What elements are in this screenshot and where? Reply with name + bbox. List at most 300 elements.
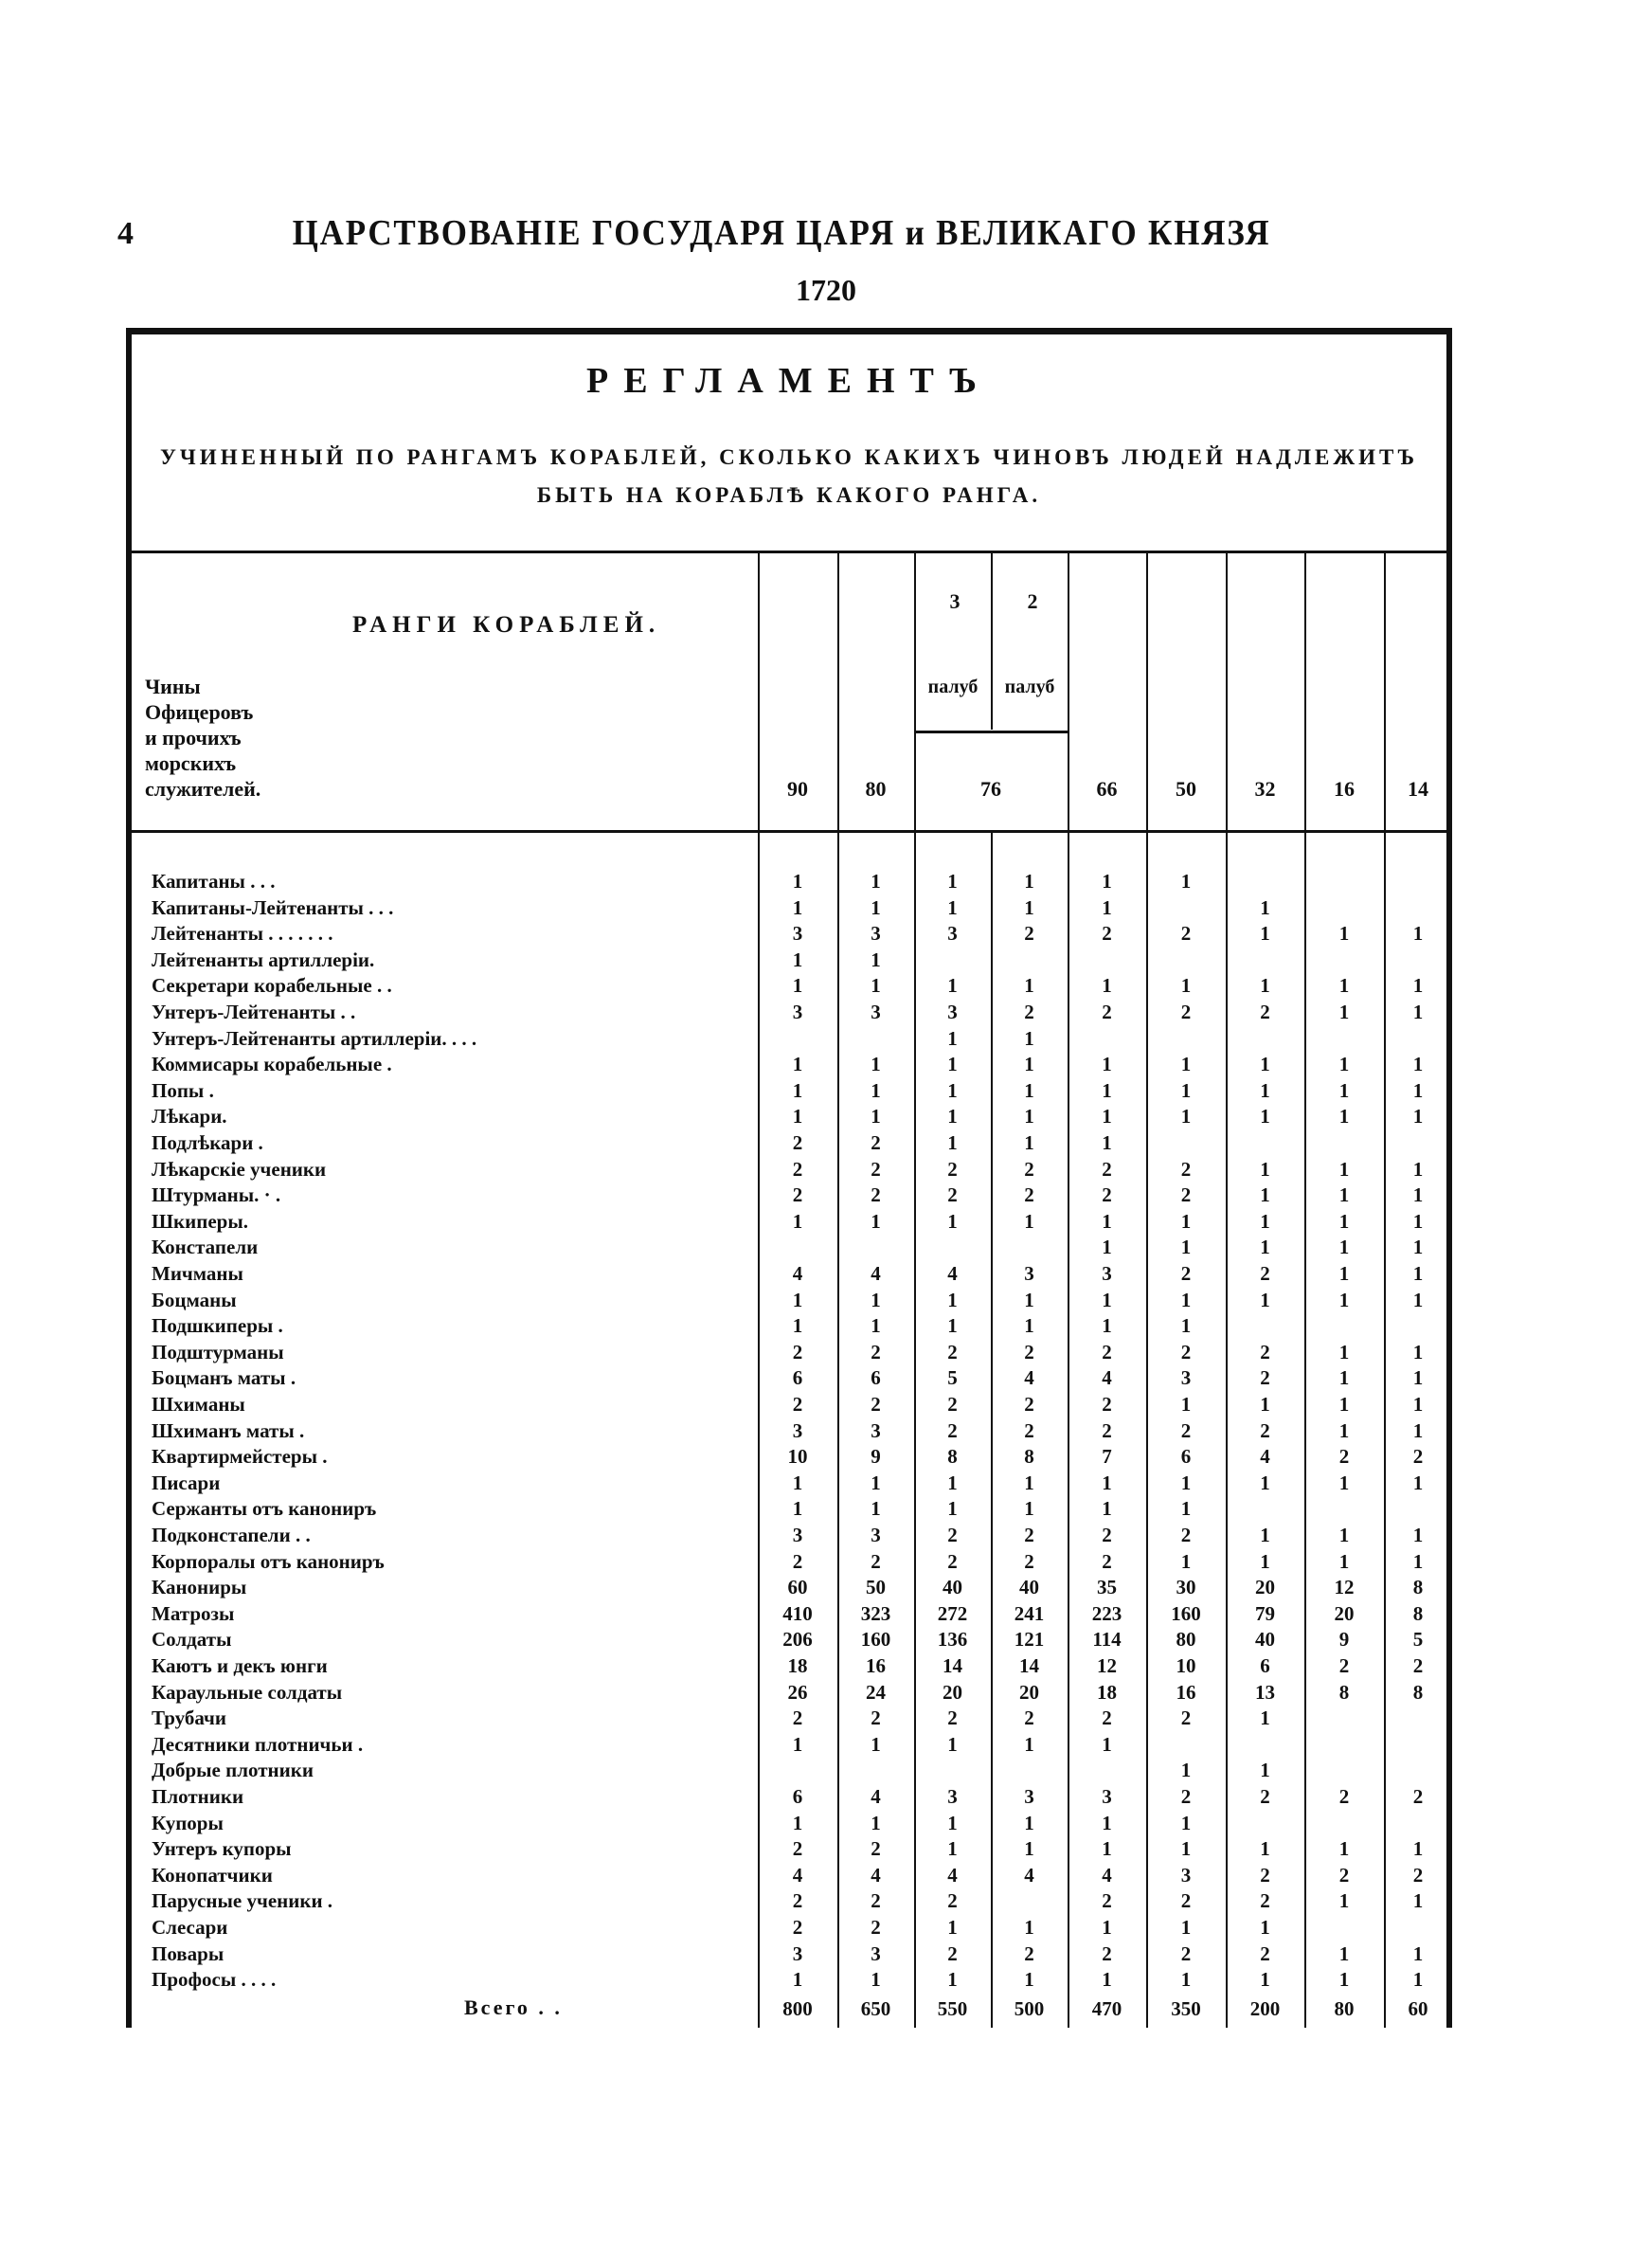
table-cell: 1 — [871, 1288, 881, 1311]
table-cell: 2 — [1180, 1941, 1192, 1965]
table-cell: 2 — [871, 1916, 881, 1939]
table-cell: 1 — [1024, 895, 1034, 919]
deck-3-label: 3 — [949, 589, 961, 613]
table-cell: 1 — [1024, 974, 1034, 998]
table-cell: 2 — [871, 1183, 881, 1207]
table-cell: 3 — [792, 1941, 803, 1965]
table-cell: 4 — [1024, 1863, 1034, 1887]
table-cell: 2 — [1024, 1340, 1034, 1363]
table-cell: 1 — [1024, 1288, 1034, 1311]
table-cell: 1 — [1180, 1837, 1192, 1861]
table-cell: 2 — [1260, 1262, 1270, 1285]
table-cell: 2 — [1024, 1524, 1034, 1546]
table-cell: 1 — [1024, 1105, 1034, 1128]
table-cell: 1 — [1180, 1314, 1192, 1338]
table-cell: 1 — [1180, 1916, 1192, 1939]
deck-word-3: палуб — [927, 677, 979, 697]
table-cell: 2 — [1180, 1262, 1192, 1285]
table-cell: 1 — [1338, 1183, 1350, 1207]
table-cell: 2 — [792, 1889, 803, 1913]
table-cell: 1 — [871, 1471, 881, 1494]
table-cell: 1 — [1102, 895, 1112, 919]
table-cell: 3 — [792, 1418, 803, 1442]
table-cell: 1 — [871, 870, 881, 893]
table-cell: 40 — [1019, 1576, 1039, 1599]
table-cell: 4 — [1260, 1445, 1270, 1469]
row-label: Подлѣкари . — [152, 1131, 263, 1154]
table-cell: 1 — [1412, 1393, 1424, 1416]
table-cell: 2 — [947, 1941, 958, 1965]
table-cell: 2 — [1024, 1183, 1034, 1207]
table-cell: 1 — [1102, 1288, 1112, 1311]
table-cell: 1 — [1412, 1236, 1424, 1259]
table-cell: 1 — [792, 1288, 803, 1311]
table-cell: 1 — [792, 948, 803, 971]
table-cell: 2 — [1180, 1706, 1192, 1730]
table-cell: 2 — [1102, 1157, 1112, 1181]
table-cell: 2 — [947, 1340, 958, 1363]
table-cell: 2 — [1180, 1418, 1192, 1442]
table-cell: 1 — [1338, 1078, 1350, 1102]
row-label: Коммисары корабельные . — [152, 1053, 392, 1076]
table-cell: 1 — [792, 1053, 803, 1076]
table-cell: 1 — [792, 1105, 803, 1128]
table-cell: 1 — [1102, 1811, 1112, 1834]
deck-subdivider-rule — [914, 731, 1068, 733]
table-cell: 2 — [871, 1549, 881, 1573]
row-label: Лейтенанты артиллеріи. — [152, 948, 375, 971]
table-cell: 12 — [1097, 1654, 1117, 1677]
table-cell: 2 — [1260, 1418, 1270, 1442]
row-label: Лѣкарскіе ученики — [152, 1157, 327, 1181]
table-cell: 2 — [1024, 922, 1034, 946]
table-cell: 1 — [792, 1497, 803, 1521]
table-cell: 8 — [947, 1445, 958, 1469]
table-cell: 1 — [1180, 1549, 1192, 1573]
row-label: Капитаны-Лейтенанты . . . — [152, 895, 394, 919]
table-cell: 4 — [1102, 1863, 1112, 1887]
total-cell: 60 — [1408, 1997, 1428, 2020]
gun-count-header: 66 — [1096, 777, 1118, 801]
table-cell: 1 — [1102, 1837, 1112, 1861]
table-cell: 1 — [871, 1732, 881, 1756]
table-cell: 16 — [1176, 1680, 1196, 1704]
table-cell: 2 — [1180, 1183, 1192, 1207]
row-label: Квартирмейстеры . — [152, 1445, 328, 1469]
table-cell: 2 — [1338, 1863, 1350, 1887]
table-cell: 1 — [1024, 1811, 1034, 1834]
row-label: Мичманы — [152, 1262, 243, 1285]
table-cell: 14 — [943, 1654, 962, 1677]
table-cell: 1 — [792, 895, 803, 919]
table-cell: 1 — [947, 1916, 958, 1939]
table-cell: 6 — [871, 1366, 881, 1390]
table-cell: 4 — [1024, 1366, 1034, 1390]
table-cell: 1 — [947, 1811, 958, 1834]
table-cell: 1 — [1412, 1471, 1424, 1494]
table-cell: 40 — [1255, 1628, 1275, 1652]
table-cell: 5 — [1412, 1628, 1424, 1652]
table-cell: 1 — [1260, 1759, 1270, 1782]
table-cell: 1 — [792, 1968, 803, 1992]
table-cell: 1 — [1412, 1524, 1424, 1546]
table-cell: 35 — [1097, 1576, 1117, 1599]
table-cell: 1 — [1102, 1078, 1112, 1102]
table-cell: 160 — [860, 1628, 891, 1652]
table-cell: 2 — [947, 1183, 958, 1207]
table-cell: 114 — [1092, 1628, 1122, 1652]
table-cell: 1 — [1412, 1418, 1424, 1442]
table-cell: 2 — [1338, 1445, 1350, 1469]
total-cell: 550 — [937, 1997, 968, 2020]
table-cell: 1 — [947, 1968, 958, 1992]
table-cell: 9 — [871, 1445, 881, 1469]
table-cell: 1 — [1260, 1968, 1270, 1992]
table-cell: 2 — [1260, 1001, 1270, 1023]
row-label: Конопатчики — [152, 1863, 273, 1887]
table-cell: 1 — [1260, 1105, 1270, 1128]
table-cell: 1 — [1412, 1209, 1424, 1233]
table-cell: 1 — [1412, 1078, 1424, 1102]
row-label: Штурманы. · . — [152, 1183, 281, 1207]
row-label: Подштурманы — [152, 1340, 284, 1363]
document-title: РЕГЛАМЕНТЪ — [586, 361, 992, 401]
table-cell: 1 — [1412, 1549, 1424, 1573]
table-cell: 8 — [1412, 1576, 1424, 1599]
table-cell: 2 — [1102, 1889, 1112, 1913]
table-cell: 2 — [792, 1916, 803, 1939]
table-cell: 1 — [1412, 974, 1424, 998]
table-cell: 1 — [1260, 1549, 1270, 1573]
ranks-desc-line: и прочихъ — [145, 726, 242, 749]
gun-count-header: 76 — [980, 777, 1001, 801]
table-cell: 1 — [947, 870, 958, 893]
table-cell: 1 — [1024, 1026, 1034, 1050]
table-cell: 16 — [866, 1654, 886, 1677]
table-cell: 2 — [1338, 1785, 1350, 1808]
table-cell: 1 — [1024, 870, 1034, 893]
table-cell: 1 — [871, 1105, 881, 1128]
table-cell: 1 — [871, 1968, 881, 1992]
gun-count-header: 90 — [787, 777, 808, 801]
table-cell: 1 — [1338, 1941, 1350, 1965]
table-cell: 1 — [1412, 1968, 1424, 1992]
table-cell: 2 — [792, 1393, 803, 1416]
table-cell: 1 — [792, 1314, 803, 1338]
table-cell: 2 — [871, 1393, 881, 1416]
subtitle-line-1: УЧИНЕННЫЙ ПО РАНГАМЪ КОРАБЛЕЙ, СКОЛЬКО КАКИХЪ ЧИНОВЪ ЛЮДЕЙ НАДЛЕЖИТЪ — [160, 445, 1418, 469]
table-cell: 8 — [1338, 1680, 1350, 1704]
table-cell: 8 — [1024, 1445, 1034, 1469]
table-cell: 1 — [947, 974, 958, 998]
table-cell: 160 — [1171, 1601, 1201, 1625]
table-cell: 2 — [1180, 1524, 1192, 1546]
table-cell: 1 — [1180, 1209, 1192, 1233]
table-cell: 2 — [1102, 1393, 1112, 1416]
table-cell: 1 — [871, 1314, 881, 1338]
table-cell: 1 — [1180, 1968, 1192, 1992]
table-cell: 3 — [1024, 1785, 1034, 1808]
row-label: Боцманы — [152, 1288, 237, 1311]
table-cell: 50 — [866, 1576, 886, 1599]
table-cell: 2 — [1102, 1941, 1112, 1965]
table-cell: 2 — [1024, 1941, 1034, 1965]
table-cell: 2 — [792, 1837, 803, 1861]
table-cell: 1 — [1102, 1131, 1112, 1154]
table-cell: 1 — [1260, 1471, 1270, 1494]
table-cell: 1 — [1338, 1262, 1350, 1285]
table-cell: 8 — [1412, 1680, 1424, 1704]
row-label: Добрые плотники — [152, 1759, 314, 1782]
table-cell: 2 — [1180, 1157, 1192, 1181]
table-cell: 1 — [1102, 1236, 1112, 1259]
table-cell: 3 — [947, 1001, 958, 1023]
row-label: Унтеръ-Лейтенанты . . — [152, 1001, 356, 1023]
table-cell: 1 — [1338, 1524, 1350, 1546]
table-cell: 12 — [1334, 1576, 1355, 1599]
table-cell: 2 — [947, 1549, 958, 1573]
table-cell: 2 — [1180, 922, 1192, 946]
ranks-desc-line: морскихъ — [145, 751, 237, 775]
row-label: Констапели — [152, 1236, 259, 1259]
table-cell: 1 — [1024, 1732, 1034, 1756]
table-cell: 4 — [947, 1863, 958, 1887]
table-cell: 1 — [1180, 1497, 1192, 1521]
header-top-rule — [132, 551, 1452, 553]
row-label: Слесари — [152, 1916, 228, 1939]
table-cell: 6 — [1260, 1654, 1270, 1677]
table-cell: 1 — [871, 1811, 881, 1834]
table-cell: 3 — [1102, 1262, 1112, 1285]
table-cell: 1 — [871, 1209, 881, 1233]
table-cell: 1 — [1260, 1524, 1270, 1546]
table-cell: 1 — [1102, 1497, 1112, 1521]
row-label: Корпоралы отъ канониръ — [152, 1549, 385, 1573]
table-cell: 2 — [871, 1340, 881, 1363]
table-cell: 1 — [1412, 1053, 1424, 1076]
table-cell: 1 — [1024, 1916, 1034, 1939]
row-label: Попы . — [152, 1078, 214, 1102]
row-label: Десятники плотничьи . — [152, 1732, 364, 1756]
table-cell: 1 — [1412, 1001, 1424, 1023]
row-label: Повары — [152, 1941, 224, 1965]
row-label: Унтеръ-Лейтенанты артиллеріи. . . . — [152, 1026, 477, 1050]
table-cell: 5 — [947, 1366, 958, 1390]
table-cell: 2 — [792, 1157, 803, 1181]
table-cell: 1 — [947, 1105, 958, 1128]
table-cell: 1 — [1024, 1131, 1034, 1154]
table-cell: 1 — [947, 1497, 958, 1521]
table-cell: 1 — [1412, 1837, 1424, 1861]
table-cell: 1 — [871, 1497, 881, 1521]
table-cell: 3 — [792, 1524, 803, 1546]
table-cell: 1 — [1180, 1811, 1192, 1834]
table-cell: 3 — [871, 1524, 881, 1546]
table-cell: 2 — [1024, 1157, 1034, 1181]
table-cell: 2 — [1260, 1889, 1270, 1913]
table-cell: 1 — [1338, 1340, 1350, 1363]
total-label: Всего . . — [464, 1995, 563, 2019]
table-cell: 1 — [1180, 1759, 1192, 1782]
table-cell: 20 — [1019, 1680, 1039, 1704]
table-cell: 20 — [1334, 1601, 1355, 1625]
table-cell: 60 — [787, 1576, 808, 1599]
gun-count-header: 32 — [1254, 777, 1276, 801]
table-cell: 1 — [792, 870, 803, 893]
table-cell: 1 — [947, 1026, 958, 1050]
table-cell: 4 — [792, 1262, 803, 1285]
table-cell: 1 — [1412, 1157, 1424, 1181]
table-cell: 2 — [792, 1706, 803, 1730]
table-cell: 1 — [1412, 1340, 1424, 1363]
table-cell: 2 — [947, 1706, 958, 1730]
row-label: Боцманъ маты . — [152, 1366, 296, 1390]
table-cell: 1 — [1024, 1837, 1034, 1861]
table-cell: 2 — [947, 1524, 958, 1546]
table-cell: 7 — [1102, 1445, 1112, 1469]
table-cell: 2 — [871, 1706, 881, 1730]
total-cell: 800 — [782, 1997, 813, 2020]
row-label: Подконстапели . . — [152, 1524, 311, 1546]
table-cell: 1 — [947, 1314, 958, 1338]
table-cell: 1 — [1102, 974, 1112, 998]
table-cell: 1 — [1412, 1262, 1424, 1285]
table-cell: 241 — [1014, 1601, 1045, 1625]
total-cell: 80 — [1334, 1997, 1355, 2020]
table-cell: 1 — [1260, 1209, 1270, 1233]
row-label: Унтеръ купоры — [152, 1837, 292, 1861]
table-cell: 2 — [1180, 1889, 1192, 1913]
table-cell: 1 — [1338, 1393, 1350, 1416]
table-cell: 1 — [1260, 1706, 1270, 1730]
table-cell: 1 — [871, 948, 881, 971]
table-cell: 2 — [1024, 1549, 1034, 1573]
table-cell: 1 — [947, 1732, 958, 1756]
table-cell: 2 — [792, 1549, 803, 1573]
table-cell: 1 — [1412, 1941, 1424, 1965]
table-cell: 2 — [1180, 1001, 1192, 1023]
table-cell: 1 — [1260, 1837, 1270, 1861]
table-cell: 1 — [1412, 1889, 1424, 1913]
table-cell: 1 — [1260, 974, 1270, 998]
table-cell: 1 — [1180, 1105, 1192, 1128]
table-cell: 272 — [937, 1601, 968, 1625]
table-cell: 1 — [1102, 1471, 1112, 1494]
ranks-desc-line: служителей. — [145, 777, 261, 801]
row-label: Парусные ученики . — [152, 1889, 333, 1913]
table-cell: 1 — [1412, 1288, 1424, 1311]
table-cell: 4 — [871, 1863, 881, 1887]
row-label: Писари — [152, 1471, 221, 1494]
total-cell: 200 — [1249, 1997, 1281, 2020]
table-cell: 1 — [1102, 1314, 1112, 1338]
table-cell: 1 — [1338, 1157, 1350, 1181]
table-cell: 1 — [871, 895, 881, 919]
table-cell: 1 — [1180, 1078, 1192, 1102]
table-cell: 1 — [1024, 1968, 1034, 1992]
ranks-desc-line: Чины — [145, 675, 201, 698]
gun-count-header: 16 — [1334, 777, 1355, 801]
table-cell: 2 — [1260, 1863, 1270, 1887]
table-cell: 4 — [1102, 1366, 1112, 1390]
table-cell: 1 — [1024, 1078, 1034, 1102]
table-cell: 1 — [1338, 1471, 1350, 1494]
table-cell: 3 — [947, 1785, 958, 1808]
table-cell: 4 — [947, 1262, 958, 1285]
table-cell: 1 — [1260, 1078, 1270, 1102]
table-cell: 2 — [792, 1340, 803, 1363]
table-cell: 1 — [1260, 1288, 1270, 1311]
row-label: Шхиманъ маты . — [152, 1418, 305, 1442]
row-label: Матрозы — [152, 1601, 235, 1625]
table-cell: 2 — [1338, 1654, 1350, 1677]
table-cell: 20 — [1255, 1576, 1275, 1599]
table-cell: 1 — [792, 1209, 803, 1233]
table-cell: 1 — [792, 1732, 803, 1756]
table-cell: 2 — [871, 1131, 881, 1154]
table-cell: 2 — [792, 1131, 803, 1154]
table-cell: 1 — [792, 1811, 803, 1834]
table-cell: 1 — [1024, 1471, 1034, 1494]
table-cell: 2 — [1102, 922, 1112, 946]
gun-count-header: 80 — [865, 777, 887, 801]
table-cell: 1 — [1338, 1001, 1350, 1023]
table-cell: 1 — [1180, 870, 1192, 893]
table-cell: 10 — [1176, 1654, 1196, 1677]
table-cell: 1 — [1180, 1393, 1192, 1416]
total-cell: 500 — [1014, 1997, 1045, 2020]
table-cell: 410 — [782, 1601, 813, 1625]
table-cell: 1 — [1102, 870, 1112, 893]
table-cell: 223 — [1091, 1601, 1122, 1625]
subtitle-line-2: БЫТЬ НА КОРАБЛѢ КАКОГО РАНГА. — [536, 483, 1042, 507]
table-cell: 2 — [1180, 1340, 1192, 1363]
table-cell: 1 — [947, 1471, 958, 1494]
table-cell: 18 — [787, 1654, 808, 1677]
row-label: Лейтенанты . . . . . . . — [152, 922, 333, 946]
table-cell: 4 — [871, 1262, 881, 1285]
table-cell: 6 — [1180, 1445, 1192, 1469]
table-cell: 1 — [1102, 1916, 1112, 1939]
table-cell: 2 — [1412, 1654, 1424, 1677]
header-bottom-rule — [132, 830, 1452, 833]
table-cell: 2 — [947, 1418, 958, 1442]
table-cell: 1 — [792, 1078, 803, 1102]
row-label: Лѣкари. — [152, 1105, 227, 1128]
total-cell: 650 — [860, 1997, 891, 2020]
table-cell: 10 — [787, 1445, 808, 1469]
table-cell: 40 — [943, 1576, 962, 1599]
table-cell: 2 — [871, 1157, 881, 1181]
table-cell: 6 — [792, 1785, 803, 1808]
table-cell: 20 — [943, 1680, 962, 1704]
row-label: Сержанты отъ канониръ — [152, 1497, 377, 1521]
table-cell: 3 — [871, 1941, 881, 1965]
table-cell: 2 — [1260, 1340, 1270, 1363]
table-cell: 3 — [792, 1001, 803, 1023]
table-cell: 323 — [860, 1601, 891, 1625]
page-number: 4 — [117, 216, 134, 251]
table-cell: 1 — [1260, 922, 1270, 946]
deck-2-label: 2 — [1027, 589, 1038, 613]
table-cell: 1 — [1338, 922, 1350, 946]
table-cell: 3 — [1180, 1863, 1192, 1887]
table-cell: 1 — [1260, 1393, 1270, 1416]
table-cell: 2 — [1024, 1706, 1034, 1730]
table-cell: 3 — [871, 922, 881, 946]
row-label: Купоры — [152, 1811, 224, 1834]
table-cell: 3 — [1024, 1262, 1034, 1285]
